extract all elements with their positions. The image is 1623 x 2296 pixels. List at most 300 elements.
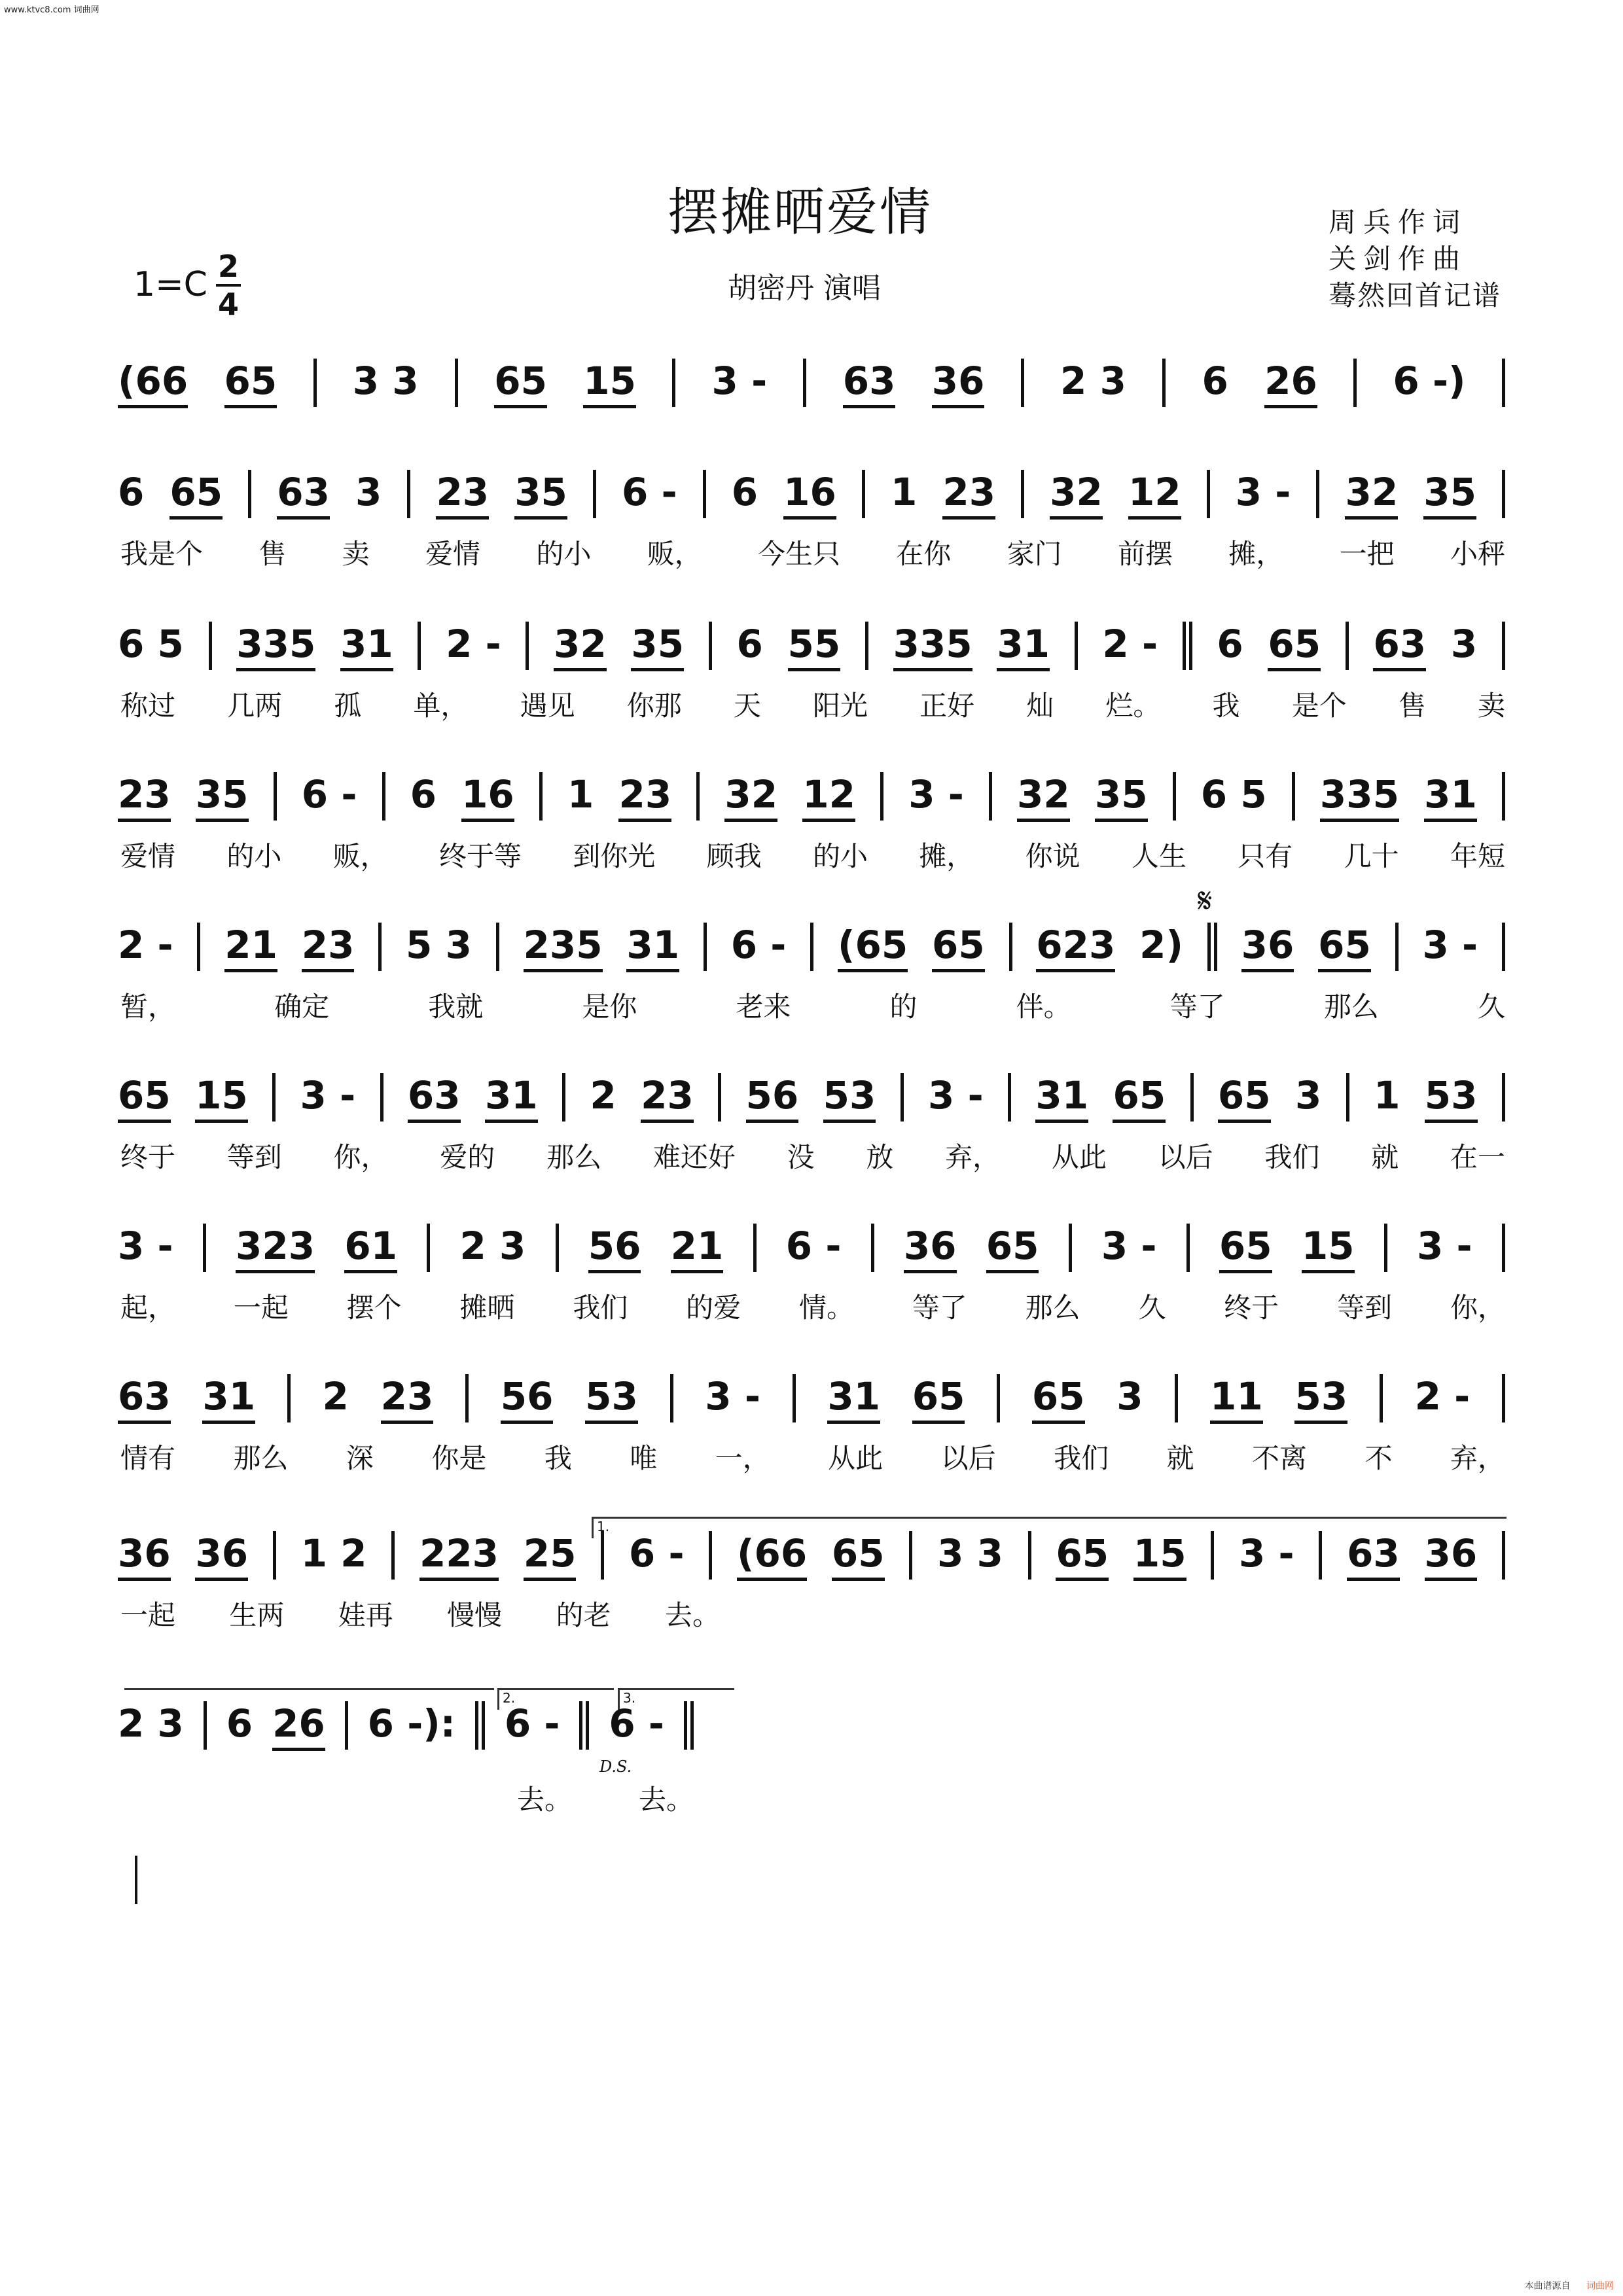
- note-group: 6 -: [730, 923, 787, 967]
- note-group: 2 -: [446, 622, 501, 666]
- note-group: 31: [340, 622, 393, 671]
- note-group: 36: [195, 1531, 248, 1581]
- lyric-syllable: 的爱: [686, 1292, 741, 1324]
- singer-credit: 胡密丹 演唱: [728, 272, 881, 305]
- barline: [865, 622, 868, 670]
- lyricist-credit: 周兵作词: [1329, 206, 1468, 238]
- barline: [1502, 1224, 1505, 1272]
- lyric-syllable: 以后: [1158, 1141, 1213, 1173]
- barline: [1502, 1374, 1505, 1422]
- lyrics-row: [120, 1136, 1505, 1175]
- note-group: 23: [302, 923, 355, 972]
- note-group: 53: [1425, 1073, 1478, 1123]
- lyric-syllable: 称过: [120, 690, 176, 722]
- lyric-syllable: 阳光: [812, 690, 868, 722]
- lyric-syllable: 弃，: [945, 1141, 1001, 1173]
- barline: [455, 359, 458, 407]
- barline: [670, 1374, 673, 1422]
- note-group: 6: [1202, 359, 1228, 403]
- lyric-syllable: 慢慢: [447, 1599, 503, 1631]
- lyric-syllable: 那么: [1025, 1292, 1080, 1324]
- note-group: 31: [1424, 772, 1477, 822]
- barline: [1175, 1374, 1178, 1422]
- meter-top: 2: [217, 249, 239, 284]
- lyric-syllable: 难还好: [652, 1141, 736, 1173]
- note-group: 36: [904, 1224, 957, 1273]
- note-group: 65: [1268, 622, 1321, 671]
- note-group: 3 -: [118, 1224, 173, 1268]
- note-group: (66: [737, 1531, 807, 1581]
- barline: [803, 359, 806, 407]
- lyric-syllable: 你，: [333, 1141, 389, 1173]
- barline: [593, 470, 596, 518]
- lyrics-row: [120, 684, 1505, 724]
- barline: [1211, 1531, 1214, 1580]
- lyric-syllable: 等了: [912, 1292, 967, 1324]
- barline: [465, 1374, 469, 1422]
- note-group: 2: [322, 1374, 349, 1419]
- note-group: 23: [942, 470, 995, 520]
- lyric-syllable: 一起: [120, 1599, 176, 1631]
- barline: [407, 470, 410, 518]
- lyric-syllable: 摊，: [919, 840, 974, 872]
- note-group: 16: [461, 772, 514, 822]
- lyric-syllable: 的小: [226, 840, 282, 872]
- lyric-syllable: 前摆: [1117, 538, 1173, 570]
- note-group: 623: [1036, 923, 1115, 972]
- lyric-syllable: 终于: [120, 1141, 176, 1173]
- lyric-syllable: 起，: [120, 1292, 176, 1324]
- note-group: 65: [224, 359, 277, 408]
- barline: [871, 1224, 874, 1272]
- score-system: [0, 772, 1623, 883]
- note-group: 6: [410, 772, 437, 817]
- barline: [880, 772, 883, 821]
- barline: [989, 772, 992, 821]
- note-group: 31: [485, 1073, 538, 1123]
- barline: [209, 622, 212, 670]
- volta-2: 2.: [497, 1688, 614, 1710]
- note-group: 2 -: [1414, 1374, 1471, 1419]
- lyric-syllable: 终于: [1224, 1292, 1279, 1324]
- score-system: [0, 1531, 1623, 1642]
- lyric-syllable: 顾我: [706, 840, 762, 872]
- note-group: 23: [641, 1073, 694, 1123]
- notation-row: [118, 772, 1505, 838]
- note-group: 6 -: [301, 772, 357, 817]
- barline: [709, 622, 712, 670]
- barline: [1316, 470, 1319, 518]
- song-title: 摆摊晒爱情: [668, 183, 933, 242]
- lyric-syllable: 你说: [1025, 840, 1080, 872]
- note-group: 6 -: [609, 1701, 664, 1746]
- lyrics-row: [120, 1286, 1505, 1326]
- note-group: 65: [986, 1224, 1039, 1273]
- note-group: 1: [890, 470, 918, 514]
- barline: [562, 1073, 565, 1122]
- note-group: 15: [1133, 1531, 1186, 1581]
- lyric-syllable: 的小: [536, 538, 592, 570]
- lyric-syllable: 单，: [413, 690, 469, 722]
- lyric-syllable: 唯: [630, 1442, 658, 1474]
- note-group: 12: [802, 772, 855, 822]
- note-group: (66: [118, 359, 188, 408]
- ending-2-lyric: 去。: [517, 1784, 573, 1816]
- lyric-syllable: 几两: [227, 690, 283, 722]
- lyric-syllable: 从此: [1051, 1141, 1107, 1173]
- barline: [378, 923, 382, 971]
- barline: [248, 470, 251, 518]
- double-barline: [1207, 923, 1211, 971]
- lyric-syllable: 情。: [798, 1292, 854, 1324]
- volta-1: 1.: [592, 1517, 1507, 1538]
- lyric-syllable: 今生只: [757, 538, 840, 570]
- barline: [709, 1531, 712, 1580]
- note-group: 65: [1032, 1374, 1085, 1424]
- lyric-syllable: 贩，: [332, 840, 388, 872]
- note-group: 335: [236, 622, 315, 671]
- barline: [703, 470, 706, 518]
- note-group: 35: [631, 622, 684, 671]
- note-group: 23: [118, 772, 171, 822]
- note-group: 63: [843, 359, 896, 408]
- note-group: 36: [1425, 1531, 1478, 1581]
- dal-segno-label: D.S.: [599, 1757, 632, 1776]
- barline: [1190, 1073, 1194, 1122]
- lyrics-row: [120, 1437, 1505, 1476]
- lyric-syllable: 在你: [896, 538, 952, 570]
- barline: [1502, 470, 1505, 518]
- barline: [1186, 1224, 1190, 1272]
- notation-row: [118, 470, 1505, 535]
- note-group: 3 -: [1239, 1531, 1294, 1576]
- note-group: 15: [1302, 1224, 1355, 1273]
- segno-sign: 𝄋: [1198, 881, 1213, 921]
- barline: [1009, 923, 1012, 971]
- note-group: 53: [585, 1374, 638, 1424]
- lyric-syllable: 以后: [940, 1442, 996, 1474]
- note-group: 3 3: [937, 1531, 1003, 1576]
- note-group: 65: [912, 1374, 965, 1424]
- note-group: 323: [236, 1224, 315, 1273]
- lyric-syllable: 只有: [1238, 840, 1293, 872]
- lyrics-row: [120, 835, 1505, 874]
- lyric-syllable: 那么: [233, 1442, 289, 1474]
- lyric-syllable: 娃再: [338, 1599, 393, 1631]
- note-group: 36: [118, 1531, 171, 1581]
- note-group: 3 -: [1422, 923, 1478, 967]
- lyric-syllable: 人生: [1131, 840, 1186, 872]
- barline: [382, 772, 385, 821]
- note-group: 32: [1345, 470, 1398, 520]
- lyric-syllable: 我们: [1264, 1141, 1320, 1173]
- barline: [1395, 923, 1399, 971]
- lyric-syllable: 售: [259, 538, 287, 570]
- double-barline: [1183, 622, 1186, 670]
- lyric-syllable: 暂，: [120, 991, 176, 1023]
- barline: [1173, 772, 1176, 821]
- notation-row: [118, 923, 1505, 988]
- lyric-syllable: 摆个: [346, 1292, 402, 1324]
- barline: [1021, 470, 1024, 518]
- barline: [313, 359, 317, 407]
- barline: [672, 359, 675, 407]
- barline: [696, 772, 700, 821]
- note-group: 65: [1056, 1531, 1109, 1581]
- lyric-syllable: 我就: [428, 991, 484, 1023]
- note-group: 32: [1050, 470, 1103, 520]
- score-system: [0, 622, 1623, 733]
- note-group: 3: [1450, 622, 1478, 666]
- lyric-syllable: 孤: [334, 690, 362, 722]
- stray-barline: [135, 1856, 137, 1904]
- score-system: [0, 470, 1623, 581]
- composer-credit: 关剑作曲: [1329, 243, 1468, 275]
- note-group: 53: [1294, 1374, 1347, 1424]
- note-group: 6: [736, 622, 763, 666]
- key-signature: 1=C: [134, 265, 207, 304]
- notation-row: [118, 1073, 1505, 1139]
- note-group: 2: [590, 1073, 616, 1118]
- note-group: 21: [224, 923, 277, 972]
- lyric-syllable: 确定: [274, 991, 330, 1023]
- lyric-syllable: 去。: [664, 1599, 720, 1631]
- barline: [1502, 1073, 1505, 1122]
- barline: [997, 1374, 1000, 1422]
- time-signature: [216, 249, 241, 322]
- note-group: 3: [1294, 1073, 1322, 1118]
- notation-row: [118, 1224, 1505, 1289]
- note-group: 15: [583, 359, 636, 408]
- note-group: 65: [1218, 1073, 1271, 1123]
- lyric-syllable: 情有: [120, 1442, 176, 1474]
- volta-1-continued: [124, 1688, 494, 1710]
- note-group: 6 5: [118, 622, 184, 666]
- score-system: [0, 359, 1623, 470]
- lyric-syllable: 我们: [1054, 1442, 1109, 1474]
- lyric-syllable: 贩，: [647, 538, 702, 570]
- lyric-syllable: 我是个: [120, 538, 204, 570]
- note-group: 31: [1035, 1073, 1088, 1123]
- note-group: 11: [1210, 1374, 1263, 1424]
- note-group: 3 -: [1235, 470, 1291, 514]
- barline: [1502, 359, 1505, 407]
- note-group: 2 -: [1102, 622, 1158, 666]
- lyrics-row: [120, 985, 1505, 1025]
- lyrics-row: [120, 1594, 720, 1633]
- note-group: 56: [501, 1374, 554, 1424]
- note-group: 65: [932, 923, 985, 972]
- note-group: 16: [783, 470, 836, 520]
- lyric-syllable: 你，: [1450, 1292, 1505, 1324]
- lyric-syllable: 卖: [342, 538, 370, 570]
- barline: [1502, 622, 1505, 670]
- score-system: [0, 1374, 1623, 1485]
- note-group: 6 -): [1393, 359, 1466, 403]
- barline: [539, 772, 543, 821]
- lyric-syllable: 卖: [1477, 690, 1505, 722]
- note-group: 5 3: [406, 923, 472, 967]
- barline: [909, 1531, 912, 1580]
- barline: [901, 1073, 904, 1122]
- note-group: 26: [1264, 359, 1317, 408]
- barline: [273, 1531, 276, 1580]
- lyric-syllable: 等到: [226, 1141, 282, 1173]
- lyric-syllable: 没: [787, 1141, 815, 1173]
- lyric-syllable: 从此: [828, 1442, 883, 1474]
- barline: [287, 1374, 291, 1422]
- score-system: [0, 923, 1623, 1034]
- note-group: 6 -: [785, 1224, 842, 1268]
- lyric-syllable: 到你光: [573, 840, 656, 872]
- note-group: 65: [1318, 923, 1371, 972]
- barline: [601, 1531, 604, 1580]
- lyric-syllable: 等到: [1337, 1292, 1393, 1324]
- barline: [1162, 359, 1166, 407]
- footer-watermark: [1525, 2279, 1614, 2292]
- lyric-syllable: 小秤: [1450, 538, 1505, 570]
- note-group: 2 3: [1060, 359, 1126, 403]
- barline: [556, 1224, 559, 1272]
- note-group: 63: [1373, 622, 1426, 671]
- note-group: 6: [226, 1701, 253, 1746]
- lyric-syllable: 那么: [546, 1141, 602, 1173]
- lyric-syllable: 正好: [919, 690, 975, 722]
- lyric-syllable: 爱的: [440, 1141, 495, 1173]
- barline: [391, 1531, 395, 1580]
- lyric-syllable: 爱情: [120, 840, 176, 872]
- note-group: 2 3: [118, 1701, 184, 1746]
- note-group: 2): [1139, 923, 1184, 967]
- lyric-syllable: 久: [1477, 991, 1505, 1023]
- note-group: (65: [838, 923, 908, 972]
- note-group: 3 -: [711, 359, 768, 403]
- footer-source-label: 本曲谱源自: [1524, 2281, 1571, 2291]
- note-group: 35: [196, 772, 249, 822]
- barline: [1346, 1073, 1349, 1122]
- note-group: 32: [724, 772, 777, 822]
- note-group: 31: [626, 923, 679, 972]
- note-group: 335: [893, 622, 972, 671]
- note-group: 23: [381, 1374, 434, 1424]
- lyric-syllable: 伴。: [1016, 991, 1071, 1023]
- site-watermark: www.ktvc8.com 词曲网: [4, 5, 99, 15]
- note-group: 53: [823, 1073, 876, 1123]
- note-group: 1: [567, 772, 594, 817]
- barline: [1502, 923, 1505, 971]
- note-group: 35: [1095, 772, 1148, 822]
- note-group: 6 -: [628, 1531, 685, 1576]
- barline: [1346, 622, 1349, 670]
- lyric-syllable: 灿: [1026, 690, 1054, 722]
- notation-row: [118, 1701, 694, 1767]
- note-group: 3 -: [908, 772, 964, 817]
- barline: [1502, 1531, 1505, 1580]
- lyric-syllable: 爱情: [425, 538, 480, 570]
- lyric-syllable: 终于等: [438, 840, 522, 872]
- note-group: 3 3: [352, 359, 419, 403]
- note-group: 1 2: [300, 1531, 367, 1576]
- lyric-syllable: 不: [1364, 1442, 1393, 1474]
- meter-bottom: 4: [217, 287, 239, 322]
- note-group: 63: [118, 1374, 171, 1424]
- note-group: 3: [355, 470, 382, 514]
- barline: [1502, 772, 1505, 821]
- lyric-syllable: 几十: [1344, 840, 1399, 872]
- lyric-syllable: 我: [1212, 690, 1240, 722]
- lyric-syllable: 烂。: [1105, 690, 1161, 722]
- barline: [1207, 470, 1210, 518]
- barline: [203, 1224, 206, 1272]
- barline: [704, 923, 707, 971]
- note-group: 63: [408, 1073, 461, 1123]
- notation-row: [118, 1374, 1505, 1439]
- note-group: 31: [827, 1374, 880, 1424]
- note-group: 56: [746, 1073, 799, 1123]
- barline: [1069, 1224, 1072, 1272]
- note-group: 6: [118, 470, 145, 514]
- note-group: 25: [524, 1531, 577, 1581]
- note-group: 65: [169, 470, 223, 520]
- score-system: [0, 1224, 1623, 1335]
- note-group: 31: [202, 1374, 255, 1424]
- lyric-syllable: 就: [1371, 1141, 1399, 1173]
- barline: [274, 772, 277, 821]
- note-group: 31: [997, 622, 1050, 671]
- note-group: 6 -):: [367, 1701, 455, 1746]
- note-group: 15: [195, 1073, 248, 1123]
- lyric-syllable: 售: [1398, 690, 1426, 722]
- lyric-syllable: 天: [733, 690, 761, 722]
- note-group: 23: [618, 772, 671, 822]
- lyric-syllable: 那么: [1323, 991, 1379, 1023]
- barline: [1021, 359, 1024, 407]
- note-group: 335: [1320, 772, 1399, 822]
- note-group: 6 -: [622, 470, 677, 514]
- lyric-syllable: 是你: [582, 991, 637, 1023]
- lyric-syllable: 是个: [1291, 690, 1347, 722]
- lyric-syllable: 我们: [573, 1292, 628, 1324]
- barline: [810, 923, 813, 971]
- lyric-syllable: 一把: [1339, 538, 1395, 570]
- score-system: [0, 1701, 1623, 1812]
- note-group: 3: [1116, 1374, 1143, 1419]
- note-group: 65: [494, 359, 547, 408]
- notation-row: [118, 359, 1505, 424]
- volta-3: 3.: [618, 1688, 734, 1710]
- lyric-syllable: 的小: [812, 840, 868, 872]
- note-group: 32: [1017, 772, 1070, 822]
- barline: [1292, 772, 1295, 821]
- barline: [1384, 1224, 1387, 1272]
- notation-row: [118, 622, 1505, 687]
- barline: [427, 1224, 430, 1272]
- barline: [1353, 359, 1357, 407]
- lyric-syllable: 一起: [233, 1292, 289, 1324]
- lyric-syllable: 的老: [556, 1599, 611, 1631]
- note-group: 65: [118, 1073, 171, 1123]
- lyric-syllable: 等了: [1169, 991, 1225, 1023]
- barline: [526, 622, 529, 670]
- note-group: 65: [1219, 1224, 1272, 1273]
- lyric-syllable: 一，: [715, 1442, 770, 1474]
- score-system: [0, 1073, 1623, 1184]
- barline: [753, 1224, 757, 1272]
- note-group: 6: [731, 470, 758, 514]
- note-group: 36: [932, 359, 985, 408]
- lyric-syllable: 家门: [1007, 538, 1062, 570]
- lyric-syllable: 摊，: [1228, 538, 1284, 570]
